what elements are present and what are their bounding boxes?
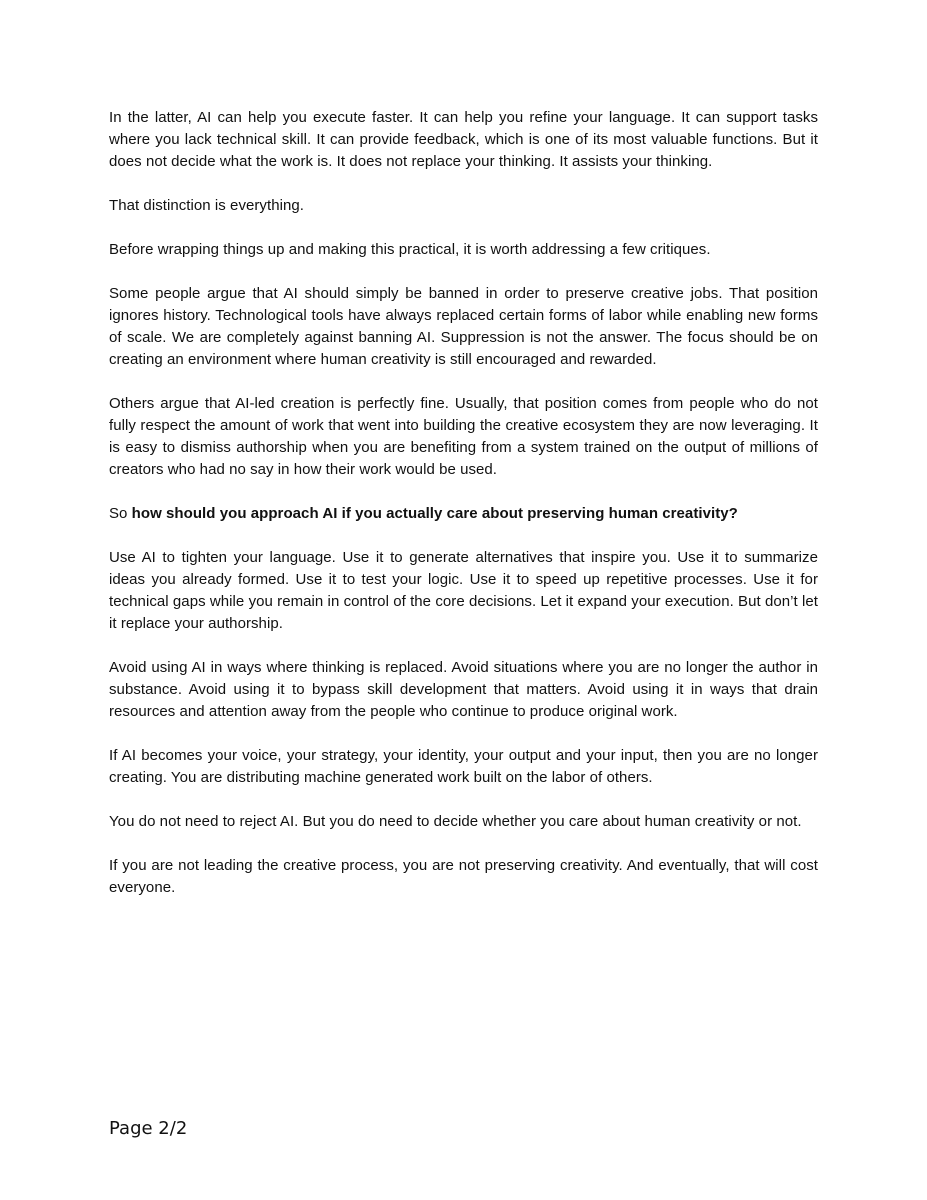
paragraph: Some people argue that AI should simply be banned in order to preserve creative jobs. That position ignores history. Technological tools have always replaced certain forms of labor while enabling new forms of scale. We are completely against banning AI. Suppression is not the answer. The focus should be on creating an environment where human creativity is still encouraged and rewarded. xyxy=(109,285,818,368)
paragraph: That distinction is everything. xyxy=(109,197,304,214)
paragraph: Before wrapping things up and making this practical, it is worth addressing a few critiques. xyxy=(109,241,711,258)
question-bold-text: how should you approach AI if you actually care about preserving human creativity? xyxy=(131,505,738,522)
paragraph: You do not need to reject AI. But you do need to decide whether you care about human creativity or not. xyxy=(109,813,802,830)
paragraph: If you are not leading the creative process, you are not preserving creativity. And eventually, that will cost everyone. xyxy=(109,857,818,896)
paragraph: Others argue that AI-led creation is perfectly fine. Usually, that position comes from people who do not fully respect the amount of work that went into building the creative ecosystem they are now leveraging. It is easy to dismiss authorship when you are benefiting from a system trained on the output of millions of creators who had no say in how their work would be used. xyxy=(109,395,818,478)
paragraph: Avoid using AI in ways where thinking is replaced. Avoid situations where you are no longer the author in substance. Avoid using it to bypass skill development that matters. Avoid using it in ways that drain resources and attention away from the people who continue to produce original work. xyxy=(109,659,818,720)
page-number: Page 2/2 xyxy=(109,1118,188,1139)
document-body xyxy=(109,107,818,899)
paragraph: If AI becomes your voice, your strategy, your identity, your output and your input, then you are no longer creating. You are distributing machine generated work built on the labor of others. xyxy=(109,747,818,786)
question-prefix: So xyxy=(109,505,132,522)
paragraph: Use AI to tighten your language. Use it to generate alternatives that inspire you. Use it to summarize ideas you already formed. Use it to test your logic. Use it to speed up repetitive processes. Use it for technical gaps while you remain in control of the core decisions. Let it expand your execution. But don’t let it replace your authorship. xyxy=(109,549,818,632)
paragraph: In the latter, AI can help you execute faster. It can help you refine your language. It can support tasks where you lack technical skill. It can provide feedback, which is one of its most valuable functions. But it does not decide what the work is. It does not replace your thinking. It assists your thinking. xyxy=(109,109,818,170)
question-paragraph xyxy=(109,503,818,525)
